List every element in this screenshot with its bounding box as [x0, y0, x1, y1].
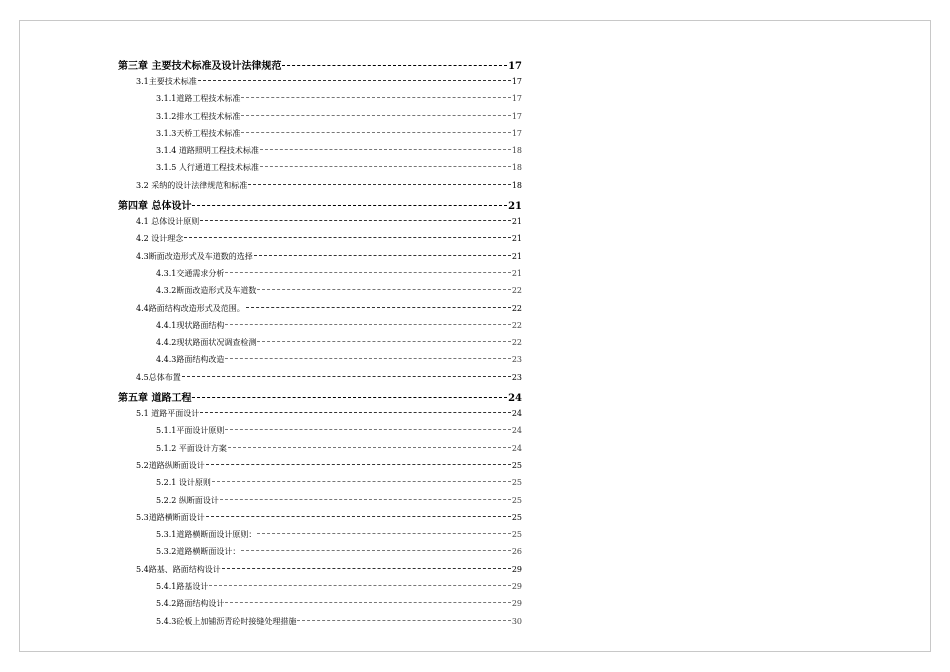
toc-entry-page-number: 18 [511, 146, 522, 156]
toc-entry-title: 5.4.3砼板上加铺沥青砼时接缝处理措施 [156, 616, 297, 626]
toc-entry-page-number: 25 [511, 478, 522, 488]
toc-dot-leader [260, 149, 511, 150]
toc-entry[interactable] [118, 197, 522, 216]
toc-dot-leader [222, 568, 511, 569]
toc-entry-title: 3.1.5 人行通道工程技术标准 [156, 163, 259, 173]
toc-entry-page-number: 25 [511, 460, 522, 470]
toc-entry-title: 5.4.2路面结构设计 [156, 599, 225, 609]
toc-entry[interactable] [118, 408, 522, 425]
toc-entry[interactable] [118, 162, 522, 179]
toc-dot-leader [225, 324, 510, 325]
toc-entry-page-number: 17 [511, 128, 522, 138]
toc-dot-leader [225, 429, 510, 430]
toc-entry-title: 5.1.1平面设计原则 [156, 426, 225, 436]
toc-dot-leader [241, 115, 510, 116]
toc-entry-page-number: 24 [511, 443, 522, 453]
toc-dot-leader [206, 464, 511, 465]
toc-entry-page-number: 18 [511, 180, 522, 190]
toc-entry[interactable] [118, 512, 522, 529]
toc-entry-page-number: 23 [511, 355, 522, 365]
toc-entry-title: 5.4路基、路面结构设计 [136, 564, 221, 574]
toc-entry[interactable] [118, 564, 522, 581]
toc-entry-page-number: 26 [511, 547, 522, 557]
toc-entry[interactable] [118, 268, 522, 285]
toc-entry-page-number: 23 [511, 372, 522, 382]
toc-entry-page-number: 21 [511, 217, 522, 227]
toc-entry-title: 第五章 道路工程 [118, 393, 192, 405]
toc-entry[interactable] [118, 251, 522, 268]
toc-entry-title: 4.4路面结构改造形式及范围。 [136, 303, 245, 313]
toc-entry[interactable] [118, 128, 522, 145]
toc-entry-page-number: 22 [511, 320, 522, 330]
toc-entry-page-number: 18 [511, 163, 522, 173]
toc-entry[interactable] [118, 598, 522, 615]
toc-entry-page-number: 22 [511, 286, 522, 296]
toc-entry[interactable] [118, 425, 522, 442]
toc-dot-leader [220, 499, 511, 500]
toc-entry[interactable] [118, 180, 522, 197]
toc-dot-leader [228, 447, 511, 448]
toc-dot-leader [206, 516, 511, 517]
toc-entry-page-number: 22 [511, 338, 522, 348]
toc-entry[interactable] [118, 443, 522, 460]
toc-entry-page-number: 21 [511, 234, 522, 244]
toc-entry-title: 3.2 采纳的设计法律规范和标准 [136, 180, 248, 190]
toc-dot-leader [257, 533, 510, 534]
toc-entry-page-number: 22 [511, 303, 522, 313]
toc-entry-page-number: 21 [508, 201, 522, 213]
toc-entry-title: 4.4.2现状路面状况调查检测 [156, 338, 257, 348]
toc-entry-title: 4.1 总体设计原则 [136, 217, 200, 227]
toc-entry[interactable] [118, 616, 522, 633]
toc-entry-page-number: 29 [511, 599, 522, 609]
table-of-contents [118, 57, 522, 633]
toc-entry-title: 4.3.2断面改造形式及车道数 [156, 286, 257, 296]
toc-entry[interactable] [118, 337, 522, 354]
toc-dot-leader [192, 397, 507, 398]
toc-entry[interactable] [118, 57, 522, 76]
toc-entry[interactable] [118, 303, 522, 320]
toc-dot-leader [297, 620, 510, 621]
toc-entry-title: 3.1.3天桥工程技术标准 [156, 128, 241, 138]
toc-dot-leader [209, 585, 510, 586]
toc-entry-title: 4.4.1现状路面结构 [156, 320, 225, 330]
toc-entry-title: 5.3.2道路横断面设计： [156, 547, 241, 557]
toc-entry-page-number: 24 [511, 409, 522, 419]
toc-dot-leader [246, 307, 511, 308]
toc-entry-page-number: 17 [511, 111, 522, 121]
toc-dot-leader [241, 550, 510, 551]
toc-entry[interactable] [118, 354, 522, 371]
toc-entry-title: 5.1 道路平面设计 [136, 409, 200, 419]
toc-entry-page-number: 29 [511, 582, 522, 592]
toc-dot-leader [241, 97, 510, 98]
toc-entry[interactable] [118, 529, 522, 546]
toc-dot-leader [254, 255, 511, 256]
toc-dot-leader [192, 205, 507, 206]
toc-entry[interactable] [118, 372, 522, 389]
toc-dot-leader [225, 358, 510, 359]
toc-dot-leader [282, 65, 507, 66]
toc-entry-page-number: 24 [511, 426, 522, 436]
toc-entry[interactable] [118, 546, 522, 563]
toc-entry-page-number: 25 [511, 530, 522, 540]
toc-entry[interactable] [118, 389, 522, 408]
toc-entry-page-number: 21 [511, 251, 522, 261]
toc-entry[interactable] [118, 460, 522, 477]
toc-dot-leader [184, 237, 511, 238]
toc-dot-leader [212, 481, 511, 482]
toc-entry-page-number: 21 [511, 268, 522, 278]
toc-entry-title: 5.1.2 平面设计方案 [156, 443, 227, 453]
toc-entry[interactable] [118, 477, 522, 494]
toc-dot-leader [200, 220, 511, 221]
toc-entry[interactable] [118, 320, 522, 337]
toc-dot-leader [225, 602, 510, 603]
toc-dot-leader [182, 376, 511, 377]
toc-entry-page-number: 17 [511, 94, 522, 104]
document-page [19, 20, 931, 652]
toc-entry-title: 5.3.1道路横断面设计原则： [156, 530, 257, 540]
toc-entry[interactable] [118, 145, 522, 162]
toc-entry-title: 4.3断面改造形式及车道数的选择 [136, 251, 253, 261]
toc-dot-leader [241, 132, 510, 133]
toc-dot-leader [198, 80, 511, 81]
toc-entry-page-number: 17 [511, 77, 522, 86]
toc-entry-page-number: 30 [511, 616, 522, 626]
toc-entry-title: 4.2 设计理念 [136, 234, 184, 244]
toc-entry[interactable] [118, 495, 522, 512]
toc-entry-title: 5.4.1路基设计 [156, 582, 209, 592]
toc-entry-title: 3.1主要技术标准 [136, 77, 197, 86]
toc-entry-title: 4.4.3路面结构改造 [156, 355, 225, 365]
toc-dot-leader [248, 184, 511, 185]
toc-entry-page-number: 24 [508, 393, 522, 405]
toc-dot-leader [260, 166, 511, 167]
toc-dot-leader [257, 289, 510, 290]
toc-entry-page-number: 25 [511, 495, 522, 505]
toc-entry[interactable] [118, 93, 522, 110]
toc-entry[interactable] [118, 285, 522, 302]
toc-entry-title: 4.3.1交通需求分析 [156, 268, 225, 278]
toc-entry[interactable] [118, 233, 522, 250]
toc-entry[interactable] [118, 581, 522, 598]
toc-entry[interactable] [118, 216, 522, 233]
toc-entry-title: 5.3道路横断面设计 [136, 512, 205, 522]
toc-entry-title: 5.2.1 设计原则 [156, 478, 211, 488]
toc-dot-leader [200, 412, 511, 413]
toc-entry-title: 5.2.2 纵断面设计 [156, 495, 219, 505]
toc-entry-title: 5.2道路纵断面设计 [136, 460, 205, 470]
toc-entry-page-number: 25 [511, 512, 522, 522]
toc-dot-leader [257, 341, 510, 342]
toc-entry[interactable] [118, 76, 522, 93]
toc-dot-leader [225, 272, 510, 273]
toc-entry-title: 3.1.1道路工程技术标准 [156, 94, 241, 104]
toc-entry-page-number: 29 [511, 564, 522, 574]
toc-entry-page-number: 17 [508, 61, 522, 72]
toc-entry-title: 第四章 总体设计 [118, 201, 192, 213]
toc-entry[interactable] [118, 111, 522, 128]
toc-entry-title: 3.1.2排水工程技术标准 [156, 111, 241, 121]
toc-entry-title: 4.5总体布置 [136, 372, 181, 382]
toc-entry-title: 3.1.4 道路照明工程技术标准 [156, 146, 259, 156]
toc-entry-title: 第三章 主要技术标准及设计法律规范 [118, 61, 282, 72]
